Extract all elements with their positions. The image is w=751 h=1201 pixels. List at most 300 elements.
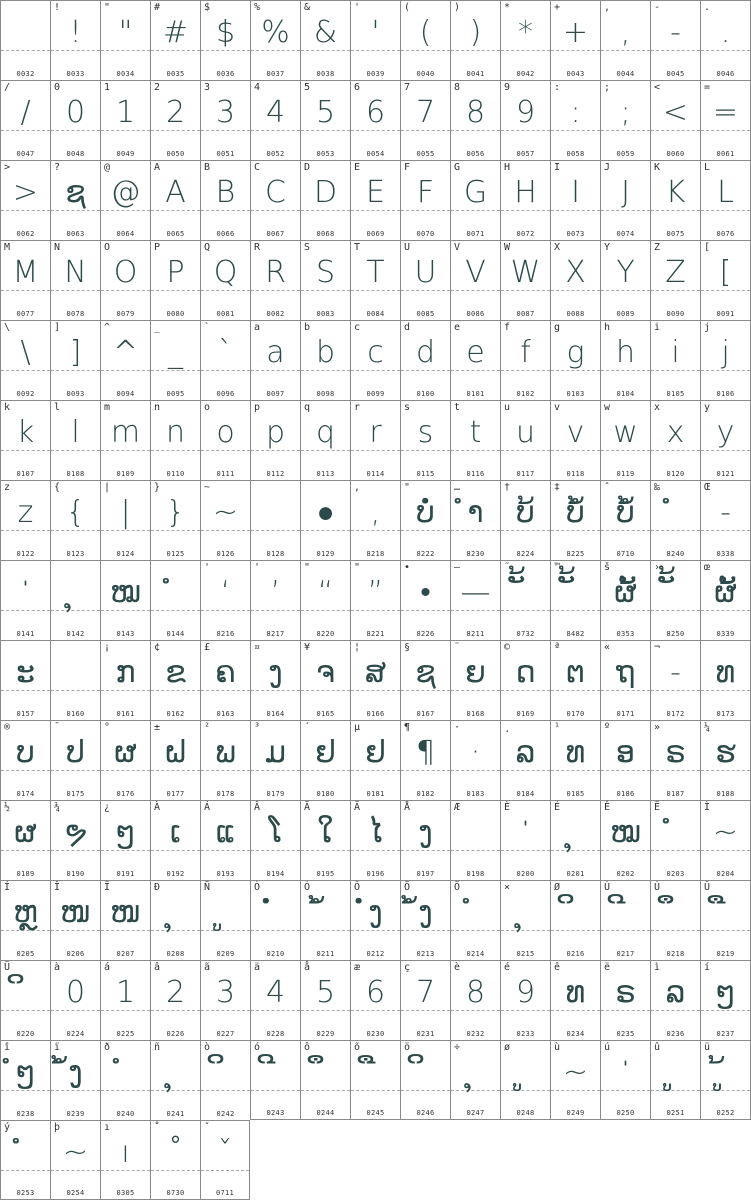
glyph-cell (300, 1040, 350, 1120)
cell-glyph: s (417, 415, 434, 450)
cell-key-char: ` (204, 322, 211, 333)
cell-key-char: ¤ (254, 642, 261, 653)
cell-glyph: ພ (215, 735, 236, 770)
cell-code: 0050 (166, 150, 185, 158)
glyph-cell (50, 560, 100, 640)
glyph-cell (50, 80, 100, 160)
cell-glyph: ແ (215, 815, 236, 850)
cell-key-char: © (504, 642, 511, 653)
cell-key-char: ª (554, 642, 561, 653)
cell-key-char: _ (154, 322, 161, 333)
glyph-cell (450, 640, 500, 720)
cell-key-char: À (154, 802, 161, 813)
cell-glyph: G (463, 175, 488, 210)
cell-key-char: ¨ (454, 642, 461, 653)
glyph-cell (50, 480, 100, 560)
glyph-cell (650, 720, 700, 800)
glyph-cell (50, 0, 100, 80)
cell-code: 0109 (116, 470, 135, 478)
glyph-cell (550, 880, 600, 960)
cell-code: 0069 (366, 230, 385, 238)
glyph-cell (550, 480, 600, 560)
glyph-cell (50, 800, 100, 880)
glyph-cell (600, 560, 650, 640)
cell-key-char: 2 (154, 82, 161, 93)
cell-glyph (251, 890, 300, 936)
cell-key-char: $ (204, 2, 211, 13)
cell-code: 0118 (566, 470, 585, 478)
cell-key-char: ˆ (604, 482, 611, 493)
glyph-cell (600, 960, 650, 1040)
glyph-cell (100, 640, 150, 720)
glyph-cell (550, 720, 600, 800)
glyph-cell (450, 80, 500, 160)
cell-key-char: à (54, 962, 61, 973)
glyph-cell (350, 560, 400, 640)
glyph-cell (0, 640, 50, 720)
glyph-cell (550, 0, 600, 80)
glyph-cell (300, 960, 350, 1040)
cell-key-char: ¡ (104, 642, 111, 653)
cell-key-char: % (254, 2, 261, 13)
cell-glyph: 6 (365, 95, 386, 130)
cell-glyph: X (565, 255, 586, 290)
glyph-cell (350, 240, 400, 320)
cell-glyph: 2 (165, 975, 186, 1010)
cell-key-char: x (654, 402, 661, 413)
cell-code: 0174 (16, 790, 35, 798)
cell-glyph: | (120, 495, 131, 530)
cell-key-char: : (554, 82, 561, 93)
cell-glyph: N (64, 255, 87, 290)
cell-key-char: Œ (704, 482, 711, 493)
cell-glyph: 4 (265, 95, 286, 130)
glyph-cell (500, 880, 550, 960)
cell-code: 0165 (316, 710, 335, 718)
cell-glyph (651, 490, 700, 536)
cell-code: 0228 (266, 1030, 285, 1038)
cell-key-char: " (404, 482, 411, 493)
cell-key-char: ¯ (54, 722, 61, 733)
cell-code: 0123 (66, 550, 85, 558)
cell-code: 0353 (616, 630, 635, 638)
cell-code: 0225 (116, 1030, 135, 1038)
cell-key-char: ¸ (504, 722, 511, 733)
cell-key-char: B (204, 162, 211, 173)
cell-key-char: Ã (304, 802, 311, 813)
cell-glyph: ປ (66, 735, 85, 770)
glyph-cell (250, 0, 300, 80)
cell-key-char: Ø (554, 882, 561, 893)
cell-glyph: ຳ (467, 495, 484, 530)
cell-glyph (251, 490, 300, 536)
cell-glyph: ’ (270, 575, 281, 610)
cell-key-char: I (554, 162, 561, 173)
cell-glyph: 3 (215, 95, 236, 130)
cell-glyph: ( (419, 15, 432, 50)
cell-key-char: Í (4, 882, 11, 893)
glyph-cell (100, 800, 150, 880)
cell-code: 0073 (566, 230, 585, 238)
cell-glyph: ບ (16, 735, 35, 770)
cell-key-char: ‚ (354, 482, 361, 493)
cell-key-char: É (554, 802, 561, 813)
cell-code: 0243 (266, 1109, 285, 1117)
cell-code: 0049 (116, 150, 135, 158)
cell-key-char: T (354, 242, 361, 253)
cell-glyph: ‘ (220, 575, 231, 610)
cell-key-char: ï (54, 1042, 61, 1053)
glyph-cell (300, 880, 350, 960)
glyph-cell (700, 160, 751, 240)
glyph-cell (300, 240, 350, 320)
cell-code: 0041 (466, 70, 485, 78)
glyph-cell (550, 160, 600, 240)
cell-key-char: j (704, 322, 711, 333)
cell-key-char: a (254, 322, 261, 333)
cell-glyph: ໆ (715, 975, 736, 1010)
glyph-cell (400, 720, 450, 800)
cell-code: 0072 (516, 230, 535, 238)
cell-glyph: ˈ (620, 1055, 631, 1090)
glyph-cell (100, 960, 150, 1040)
cell-key-char: ' (254, 562, 261, 573)
glyph-cell (650, 480, 700, 560)
cell-key-char: | (104, 482, 111, 493)
glyph-cell (350, 720, 400, 800)
cell-glyph: ຜ (14, 815, 37, 850)
cell-key-char: W (504, 242, 511, 253)
cell-code: 0241 (166, 1110, 185, 1118)
cell-glyph (251, 1050, 300, 1096)
cell-key-char: Ö (454, 882, 461, 893)
cell-glyph: h (615, 335, 635, 370)
cell-key-char: Ô (354, 882, 361, 893)
cell-code: 0209 (216, 950, 235, 958)
cell-glyph (651, 890, 700, 936)
cell-key-char: ; (604, 82, 611, 93)
cell-code: 0226 (166, 1030, 185, 1038)
cell-code: 0093 (66, 390, 85, 398)
glyph-cell (250, 960, 300, 1040)
glyph-cell (250, 240, 300, 320)
cell-code: 0252 (716, 1109, 735, 1117)
cell-key-char: + (554, 2, 561, 13)
glyph-cell (50, 160, 100, 240)
cell-glyph: - (720, 495, 731, 530)
cell-code: 0084 (366, 310, 385, 318)
cell-glyph (301, 890, 350, 936)
cell-code: 0218 (666, 950, 685, 958)
glyph-cell (100, 240, 150, 320)
cell-code: 0075 (666, 230, 685, 238)
cell-code: 0048 (66, 150, 85, 158)
cell-glyph: c (367, 335, 384, 370)
cell-key-char: ^ (104, 322, 111, 333)
cell-glyph: • (420, 575, 431, 610)
cell-glyph: ງ (418, 815, 433, 850)
cell-glyph: 2 (165, 95, 186, 130)
cell-glyph (651, 570, 700, 616)
cell-code: 0101 (466, 390, 485, 398)
cell-glyph: } (165, 495, 186, 530)
cell-code: 0079 (116, 310, 135, 318)
glyph-cell (400, 880, 450, 960)
cell-code: 0253 (16, 1189, 35, 1197)
cell-glyph: T (366, 255, 385, 290)
cell-code: 0059 (616, 150, 635, 158)
cell-code: 0177 (166, 790, 185, 798)
cell-code: 0054 (366, 150, 385, 158)
glyph-cell (150, 80, 200, 160)
cell-key-char: ø (504, 1042, 511, 1053)
cell-key-char: Ù (604, 882, 611, 893)
glyph-cell (650, 1040, 700, 1120)
cell-key-char: 8 (454, 82, 461, 93)
cell-glyph: ˚ (168, 1135, 183, 1170)
cell-key-char: Ä (354, 802, 361, 813)
glyph-cell (100, 720, 150, 800)
glyph-cell (450, 880, 500, 960)
glyph-cell (600, 880, 650, 960)
cell-glyph (1, 1130, 50, 1176)
cell-code: 0201 (566, 870, 585, 878)
cell-glyph (151, 570, 200, 616)
cell-code: 0214 (466, 950, 485, 958)
cell-glyph: F (416, 175, 435, 210)
cell-glyph (701, 890, 750, 936)
cell-key-char: Ò (254, 882, 261, 893)
glyph-cell (500, 960, 550, 1040)
cell-key-char: 3 (204, 82, 211, 93)
cell-code: 0107 (16, 470, 35, 478)
glyph-cell (650, 0, 700, 80)
cell-code: 0124 (116, 550, 135, 558)
cell-key-char: ý (4, 1122, 11, 1133)
glyph-cell (450, 960, 500, 1040)
cell-code: 0230 (366, 1030, 385, 1038)
cell-code: 0244 (316, 1109, 335, 1117)
cell-glyph (301, 1050, 350, 1096)
cell-code: 8221 (366, 630, 385, 638)
cell-glyph: ໍ້ງ (418, 895, 433, 930)
glyph-cell (650, 80, 700, 160)
cell-key-char: & (304, 2, 311, 13)
cell-glyph: ໃ (317, 815, 334, 850)
cell-code: 0236 (666, 1030, 685, 1038)
glyph-cell (700, 560, 751, 640)
glyph-cell (250, 720, 300, 800)
cell-code: 0103 (566, 390, 585, 398)
cell-glyph: ທ (715, 655, 736, 690)
cell-glyph (1, 970, 50, 1016)
cell-code: 0062 (16, 230, 35, 238)
cell-key-char: Ü (4, 962, 11, 973)
glyph-cell (600, 480, 650, 560)
cell-glyph: A (165, 175, 186, 210)
cell-glyph: ໄ (368, 815, 383, 850)
cell-code: 0067 (266, 230, 285, 238)
cell-key-char: U (404, 242, 411, 253)
cell-glyph: { (65, 495, 86, 530)
cell-key-char: ³ (254, 722, 261, 733)
cell-code: 0229 (316, 1030, 335, 1038)
cell-code: 0191 (116, 870, 135, 878)
cell-glyph: ບ້ (516, 495, 535, 530)
cell-key-char: = (704, 82, 711, 93)
cell-key-char: E (354, 162, 361, 173)
cell-code: 0167 (416, 710, 435, 718)
cell-glyph (651, 810, 700, 856)
cell-glyph (401, 1050, 450, 1096)
cell-key-char: l (54, 402, 61, 413)
cell-key-char: > (4, 162, 11, 173)
cell-key-char: Î (54, 882, 61, 893)
cell-glyph: O (113, 255, 138, 290)
cell-glyph: ງ (268, 655, 283, 690)
cell-glyph: J (621, 175, 630, 210)
cell-code: 0142 (66, 630, 85, 638)
cell-glyph: ຮ (715, 735, 736, 770)
glyph-cell (400, 400, 450, 480)
glyph-cell (400, 640, 450, 720)
cell-glyph: ຈ (316, 655, 335, 690)
glyph-cell (150, 880, 200, 960)
cell-glyph: ໝ (610, 815, 641, 850)
cell-code: 0094 (116, 390, 135, 398)
cell-glyph: ^ (112, 335, 139, 370)
cell-glyph: ຣ (615, 975, 636, 1010)
cell-key-char: ì (654, 962, 661, 973)
glyph-cell (0, 1040, 50, 1120)
cell-key-char: Á (204, 802, 211, 813)
cell-glyph: ຢ (315, 735, 336, 770)
cell-glyph: & (313, 15, 338, 50)
cell-key-char: Ð (154, 882, 161, 893)
cell-code: 0196 (366, 870, 385, 878)
glyph-cell (450, 400, 500, 480)
cell-code: 0210 (266, 950, 285, 958)
cell-glyph: B (215, 175, 236, 210)
glyph-cell (600, 160, 650, 240)
glyph-cell (300, 720, 350, 800)
cell-code: 0051 (216, 150, 235, 158)
cell-code: 0104 (616, 390, 635, 398)
cell-key-char: w (604, 402, 611, 413)
glyph-cell (200, 0, 250, 80)
glyph-cell (500, 480, 550, 560)
cell-code: 0125 (166, 550, 185, 558)
cell-code: 0205 (16, 950, 35, 958)
cell-glyph: ¶ (415, 735, 436, 770)
cell-glyph: = (712, 95, 739, 130)
cell-key-char: ] (54, 322, 61, 333)
cell-glyph: ເ (169, 815, 182, 850)
glyph-cell (400, 320, 450, 400)
cell-glyph: u (515, 415, 535, 450)
cell-glyph: “ (317, 575, 334, 610)
cell-code: 0105 (666, 390, 685, 398)
cell-code: 0080 (166, 310, 185, 318)
cell-key-char: ¬ (654, 642, 661, 653)
cell-code: 0203 (666, 870, 685, 878)
cell-glyph: ບໍ່ (416, 495, 435, 530)
glyph-cell (50, 1040, 100, 1120)
cell-code: 0040 (416, 70, 435, 78)
glyph-cell (0, 560, 50, 640)
cell-code: 0047 (16, 150, 35, 158)
cell-code: 0076 (716, 230, 735, 238)
cell-glyph (501, 890, 550, 936)
cell-key-char: ™ (554, 562, 561, 573)
cell-glyph: - (670, 655, 681, 690)
cell-key-char: ' (354, 2, 361, 13)
cell-glyph: 7 (415, 975, 436, 1010)
cell-key-char: " (354, 562, 361, 573)
glyph-cell (200, 160, 250, 240)
cell-code: 0180 (316, 790, 335, 798)
cell-code: 0250 (616, 1109, 635, 1117)
glyph-cell (600, 720, 650, 800)
glyph-cell (600, 0, 650, 80)
cell-glyph: W (510, 255, 541, 290)
cell-key-char: ë (604, 962, 611, 973)
glyph-cell (200, 960, 250, 1040)
cell-glyph: ຖ (615, 655, 636, 690)
cell-glyph: 9 (515, 95, 536, 130)
cell-glyph: ຜັ້ (714, 575, 737, 610)
glyph-cell (350, 400, 400, 480)
glyph-cell (700, 720, 751, 800)
cell-code: 0730 (166, 1189, 185, 1197)
cell-glyph: ˈ (20, 575, 31, 610)
cell-glyph: _ (168, 335, 183, 370)
glyph-cell (550, 80, 600, 160)
cell-code: 0129 (316, 550, 335, 558)
cell-key-char: 0 (54, 82, 61, 93)
cell-key-char: â (154, 962, 161, 973)
glyph-cell (350, 160, 400, 240)
cell-key-char: " (304, 562, 311, 573)
cell-code: 0099 (366, 390, 385, 398)
cell-glyph: ຫຼ (13, 895, 38, 930)
cell-glyph: g (566, 335, 585, 370)
cell-code: 0038 (316, 70, 335, 78)
glyph-cell (150, 1120, 200, 1200)
glyph-cell (0, 1120, 50, 1200)
cell-glyph: ລ (665, 975, 686, 1010)
glyph-cell (550, 400, 600, 480)
cell-glyph: ຜ (114, 735, 137, 770)
glyph-cell (300, 0, 350, 80)
cell-code: 0173 (716, 710, 735, 718)
glyph-cell (250, 640, 300, 720)
cell-code: 0126 (216, 550, 235, 558)
cell-key-char: ù (554, 1042, 561, 1053)
glyph-cell (200, 480, 250, 560)
cell-glyph: ; (620, 95, 631, 130)
cell-key-char: } (154, 482, 161, 493)
cell-key-char: , (604, 2, 611, 13)
glyph-cell (250, 80, 300, 160)
glyph-cell (500, 0, 550, 80)
cell-key-char: \ (4, 322, 11, 333)
cell-code: 0246 (416, 1109, 435, 1117)
cell-key-char: e (454, 322, 461, 333)
glyph-cell (400, 240, 450, 320)
cell-glyph (451, 1050, 500, 1096)
glyph-cell (250, 400, 300, 480)
